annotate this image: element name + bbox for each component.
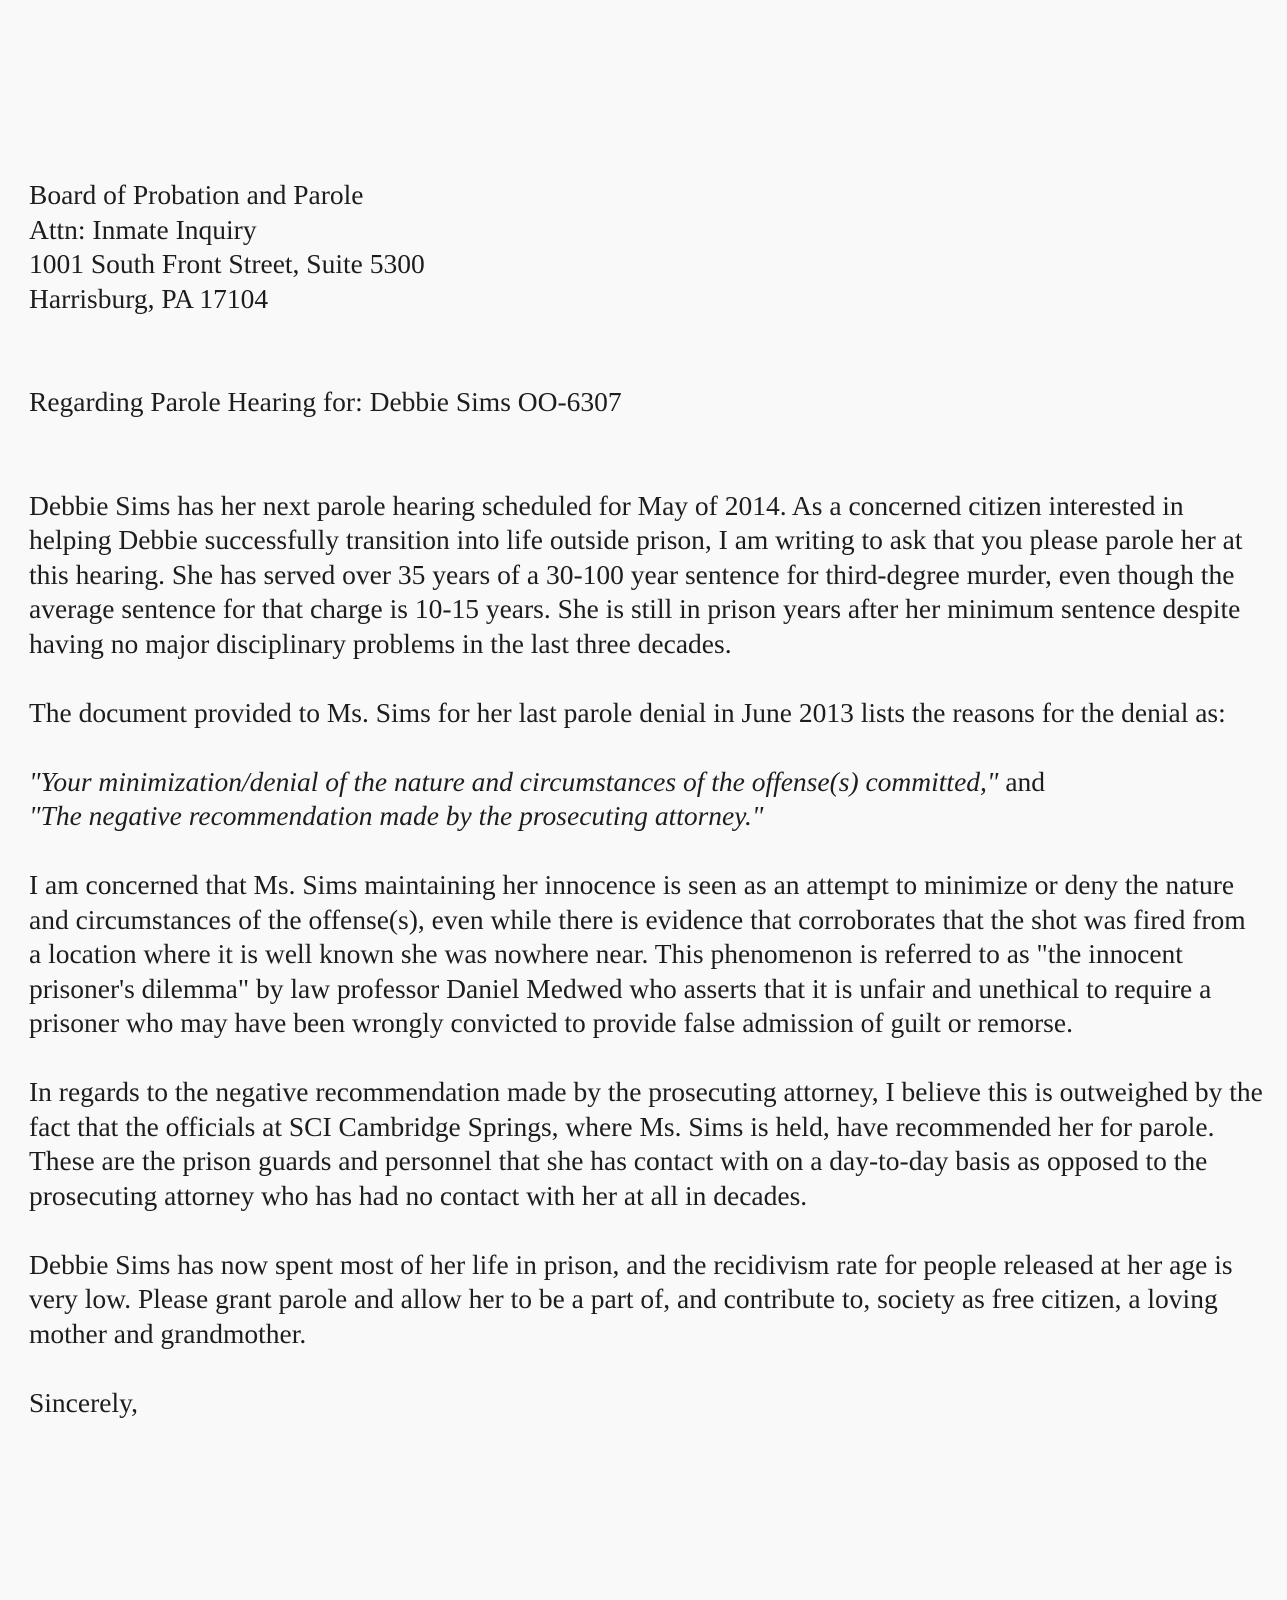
letter-body xyxy=(29,178,1264,1420)
quote-reason-1: "Your minimization/denial of the nature and circumstances of the offense(s) committed," xyxy=(29,765,999,797)
denial-reasons-quote xyxy=(29,765,1264,834)
address-line-3: 1001 South Front Street, Suite 5300 xyxy=(29,248,425,279)
address-line-4: Harrisburg, PA 17104 xyxy=(29,282,269,314)
paragraph-1: Debbie Sims has her next parole hearing scheduled for May of 2014. As a concerned citizen interested in helping Debbie successfully transition into life outside prison, I am writing to ask that you please parole her at this hearing. She has served over 35 years of a 30-100 year sentence for third-degree murder, even though the average sentence for that charge is 10-15 years. She is still in prison years after her minimum sentence despite having no major disciplinary problems in the last three decades. xyxy=(29,489,1243,659)
quote-reason-2: "The negative recommendation made by the prosecuting attorney." xyxy=(29,800,764,831)
address-line-2: Attn: Inmate Inquiry xyxy=(29,213,257,245)
recipient-address xyxy=(29,178,1264,316)
address-line-1: Board of Probation and Parole xyxy=(29,179,364,210)
paragraph-5: Debbie Sims has now spent most of her life in prison, and the recidivism rate for people released at her age is very low. Please grant parole and allow her to be a part of, and contribute to, society as free citizen, a loving mother and grandmother. xyxy=(29,1248,1233,1349)
paragraph-4: In regards to the negative recommendation made by the prosecuting attorney, I believe this is outweighed by the fact that the officials at SCI Cambridge Springs, where Ms. Sims is held, have recommended her for parole. These are the prison guards and personnel that she has contact with on a day-to-day basis as opposed to the prosecuting attorney who has had no contact with her at all in decades. xyxy=(29,1076,1263,1211)
regarding-line: Regarding Parole Hearing for: Debbie Sims OO-6307 xyxy=(29,386,622,417)
paragraph-2: The document provided to Ms. Sims for her last parole denial in June 2013 lists the reasons for the denial as: xyxy=(29,696,1226,728)
closing-salutation: Sincerely, xyxy=(29,1386,138,1418)
paragraph-3: I am concerned that Ms. Sims maintaining her innocence is seen as an attempt to minimize or deny the nature and circumstances of the offense(s), even while there is evidence that corroborates that the shot was fired from a location where it is well known she was nowhere near. This phenomenon is referred to as "the innocent prisoner's dilemma" by law professor Daniel Medwed who asserts that it is unfair and unethical to require a prisoner who may have been wrongly convicted to provide false admission of guilt or remorse. xyxy=(29,869,1246,1038)
quote-conjunction: and xyxy=(998,765,1046,797)
